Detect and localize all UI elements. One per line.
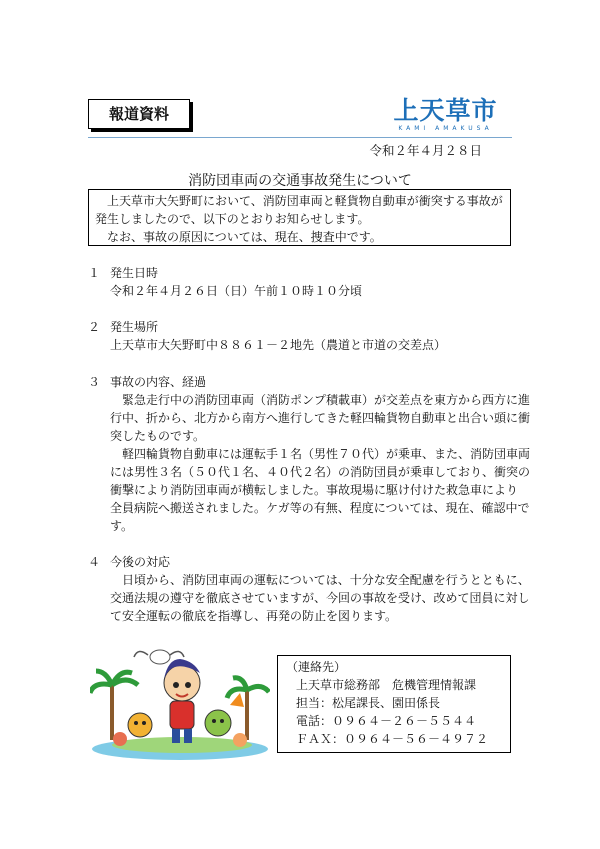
- section-line: 日頃から、消防団車両の運転については、十分な安全配慮を行うとともに、: [122, 573, 530, 587]
- section-body: [88, 336, 518, 354]
- section-number: ３: [88, 375, 101, 389]
- section-title: 発生日時: [110, 266, 159, 280]
- contact-box: [277, 655, 511, 753]
- release-date: 令和２年４月２８日: [369, 143, 482, 158]
- section-heading: [88, 553, 518, 571]
- city-logo-subtext: KAMI AMAKUSA: [398, 125, 493, 132]
- document-title: 消防団車両の交通事故発生について: [188, 173, 412, 189]
- lead-summary-box: [88, 189, 511, 246]
- section-line: す。: [110, 519, 134, 533]
- contact-heading: （連絡先）: [286, 660, 347, 674]
- section-heading: [88, 264, 518, 282]
- section-line: 緊急走行中の消防団車両（消防ポンプ積載車）が交差点を東方から西方に進: [122, 393, 531, 407]
- section-future-measures: [88, 553, 530, 625]
- contact-fax: ＦＡＸ：０９６４－５６－４９７２: [296, 732, 489, 746]
- section-accident-details: [88, 373, 531, 535]
- section-line: て安全運転の徹底を指導し、再発の防止を図ります。: [110, 609, 398, 623]
- section-line: 令和２年４月２６日（日）午前１０時１０分頃: [110, 284, 363, 298]
- section-body: [88, 391, 531, 535]
- mascot-illustration: [90, 645, 270, 760]
- city-logo-text: 上天草市: [393, 96, 498, 125]
- contact-department: 上天草市総務部 危機管理情報課: [296, 678, 477, 692]
- section-line: 全員病院へ搬送されました。ケガ等の有無、程度については、現在、確認中で: [110, 501, 530, 515]
- section-number: ２: [88, 320, 101, 334]
- header-rule: [88, 137, 512, 138]
- press-release-label: 報道資料: [88, 99, 190, 129]
- section-line: 交通法規の遵守を徹底させていますが、今回の事故を受け、改めて団員に対し: [110, 591, 530, 605]
- section-line: 衝撃により消防団車両が横転しました。事故現場に駆け付けた救急車により: [110, 483, 519, 497]
- contact-phone: 電話：０９６４－２６－５５４４: [296, 714, 477, 728]
- section-title: 事故の内容、経過: [110, 375, 207, 389]
- lead-line: なお、事故の原因については、現在、捜査中です。: [107, 230, 382, 244]
- section-body: [88, 571, 530, 625]
- section-occurrence-location: [88, 318, 518, 354]
- section-line: 上天草市大矢野町中８８６１－２地先（農道と市道の交差点）: [110, 338, 447, 352]
- section-line: 突したものです。: [110, 429, 206, 443]
- contact-staff: 担当：松尾課長、園田係長: [296, 696, 441, 710]
- city-logo: [383, 98, 508, 134]
- section-line: には男性３名（５０代１名、４０代２名）の消防団員が乗車しており、衝突の: [110, 465, 531, 479]
- section-number: ４: [88, 555, 101, 569]
- section-line: 軽四輪貨物自動車には運転手１名（男性７０代）が乗車、また、消防団車両: [122, 447, 531, 461]
- lead-line: 上天草市大矢野町において、消防団車両と軽貨物自動車が衝突する事故が: [107, 194, 503, 208]
- section-heading: [88, 318, 518, 336]
- section-heading: [88, 373, 518, 391]
- section-number: １: [88, 266, 101, 280]
- section-occurrence-datetime: [88, 264, 518, 300]
- section-body: [88, 282, 518, 300]
- section-line: 行中、折から、北方から南方へ進行してきた軽四輪貨物自動車と出合い頭に衝: [110, 411, 531, 425]
- section-title: 今後の対応: [110, 555, 171, 569]
- lead-line: 発生しましたので、以下のとおりお知らせします。: [95, 212, 370, 226]
- section-title: 発生場所: [110, 320, 159, 334]
